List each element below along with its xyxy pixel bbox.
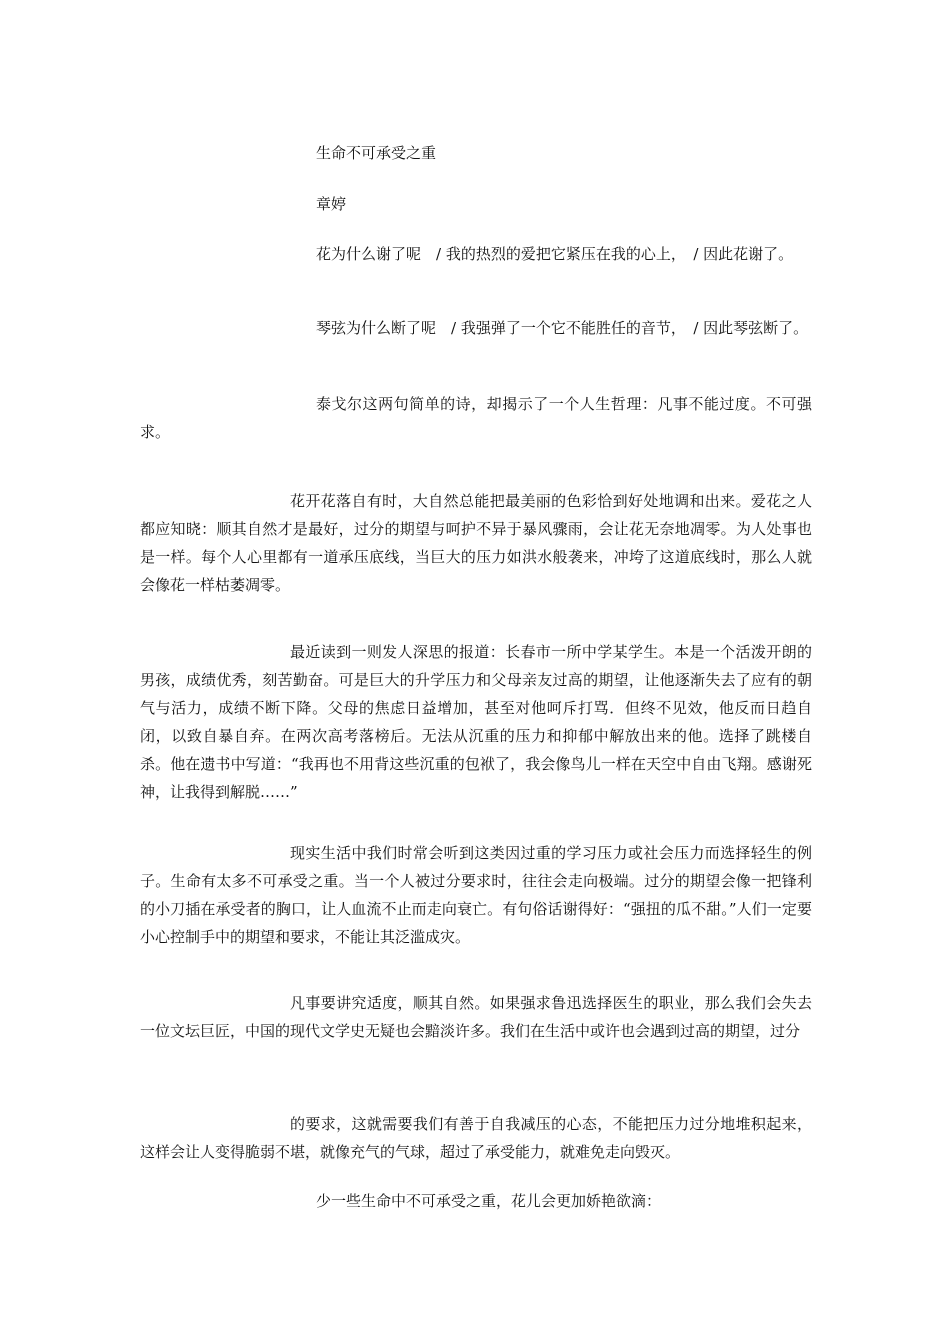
document-author: 章婷 <box>316 195 347 213</box>
paragraph-7: 凡事要讲究适度，顺其自然。如果强求鲁迅选择医生的职业，那么我们会失去一位文坛巨匠，中国的现代文学史无疑也会黯淡许多。我们在生活中或许也会遇到过高的期望，过分 <box>140 994 812 1040</box>
paragraph-1: 花为什么谢了呢 / 我的热烈的爱把它紧压在我的心上， / 因此花谢了。 <box>316 245 794 263</box>
document-title: 生命不可承受之重 <box>316 144 437 162</box>
paragraph-5: 最近读到一则发人深思的报道：长春市一所中学某学生。本是一个活泼开朗的男孩，成绩优秀，刻苦勤奋。可是巨大的升学压力和父母亲友过高的期望，让他逐渐失去了应有的朝气与活力，成绩不断下降。父母的焦虑日益增加，甚至对他呵斥打骂．但终不见效，他反而日趋自闭，以致自暴自弃。在两次高考落榜后。无法从沉重的压力和抑郁中解放出来的他。选择了跳楼自杀。他在遗书中写道：“我再也不用背这些沉重的包袱了，我会像鸟儿一样在天空中自由飞翔。感谢死神，让我得到解脱……” <box>140 643 812 801</box>
paragraph-9: 少一些生命中不可承受之重，花儿会更加娇艳欲滴： <box>316 1192 662 1210</box>
paragraph-2: 琴弦为什么断了呢 / 我强弹了一个它不能胜任的音节， / 因此琴弦断了。 <box>316 319 809 337</box>
paragraph-8: 的要求，这就需要我们有善于自我减压的心态，不能把压力过分地堆积起来，这样会让人变得脆弱不堪，就像充气的气球，超过了承受能力，就难免走向毁灭。 <box>140 1115 812 1161</box>
paragraph-3: 泰戈尔这两句简单的诗，却揭示了一个人生哲理：凡事不能过度。不可强求。 <box>140 395 812 441</box>
paragraph-4: 花开花落自有时，大自然总能把最美丽的色彩恰到好处地调和出来。爱花之人都应知晓：顺其自然才是最好，过分的期望与呵护不异于暴风骤雨，会让花无奈地凋零。为人处事也是一样。每个人心里都有一道承压底线，当巨大的压力如洪水般袭来，冲垮了这道底线时，那么人就会像花一样枯萎凋零。 <box>140 492 812 594</box>
paragraph-6: 现实生活中我们时常会听到这类因过重的学习压力或社会压力而选择轻生的例子。生命有太多不可承受之重。当一个人被过分要求时，往往会走向极端。过分的期望会像一把锋利的小刀插在承受者的胸口，让人血流不止而走向衰亡。有句俗话谢得好：“强扭的瓜不甜。”人们一定要小心控制手中的期望和要求，不能让其泛滥成灾。 <box>140 844 812 946</box>
